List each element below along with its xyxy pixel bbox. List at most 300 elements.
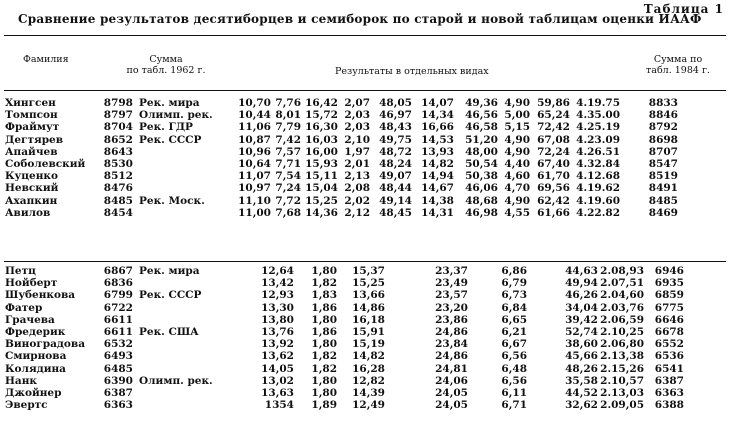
event-result: 4.19.62 xyxy=(576,182,620,195)
table-row xyxy=(0,338,684,350)
event-result: 6,84 xyxy=(501,301,527,314)
event-result: 2,08 xyxy=(344,182,370,195)
header-sum-1984 xyxy=(640,54,716,76)
sum-1984: 8519 xyxy=(648,170,678,183)
sum-1962: 6611 xyxy=(103,326,133,339)
table-row xyxy=(0,302,684,314)
sum-1962: 6390 xyxy=(103,374,133,387)
athlete-name: Фредерик xyxy=(5,326,66,339)
header-sum-1984-line1: Сумма по xyxy=(653,54,703,65)
event-result: 1,82 xyxy=(311,350,337,363)
event-result: 48,44 xyxy=(379,182,412,195)
event-result: 49,94 xyxy=(565,277,598,290)
event-result: 46,56 xyxy=(465,109,498,122)
header-sum-1962 xyxy=(118,54,214,76)
sum-1984: 6541 xyxy=(654,362,684,375)
event-result: 14,67 xyxy=(421,182,454,195)
event-result: 13,63 xyxy=(261,387,294,400)
table-row xyxy=(0,146,718,158)
event-result: 2.03,76 xyxy=(600,301,644,314)
event-result: 16,42 xyxy=(305,97,338,109)
header-events: Результаты в отдельных видах xyxy=(335,66,489,77)
event-result: 15,25 xyxy=(305,194,338,207)
sum-1962: 8652 xyxy=(103,133,133,146)
sum-1962: 8485 xyxy=(103,194,133,207)
sum-1984: 8833 xyxy=(648,97,678,109)
event-result: 23,20 xyxy=(435,301,468,314)
sum-1984: 6646 xyxy=(654,313,684,326)
sum-1962: 6485 xyxy=(103,362,133,375)
event-result: 4,90 xyxy=(504,194,530,207)
event-result: 49,14 xyxy=(379,194,412,207)
event-result: 16,66 xyxy=(421,121,454,134)
sum-1984: 6552 xyxy=(654,338,684,351)
event-result: 13,62 xyxy=(261,350,294,363)
table-row xyxy=(0,158,718,170)
table-number: Таблица 1 xyxy=(643,2,724,16)
event-result: 16,30 xyxy=(305,121,338,134)
event-result: 7,54 xyxy=(275,170,301,183)
event-result: 4,90 xyxy=(504,133,530,146)
record-note xyxy=(133,302,251,314)
table-row xyxy=(0,121,718,133)
event-result: 13,42 xyxy=(261,277,294,290)
event-result: 23,86 xyxy=(435,313,468,326)
record-note: Рек. СССР xyxy=(139,289,202,302)
table-row xyxy=(0,195,718,207)
event-result: 4,90 xyxy=(504,97,530,109)
event-result: 2,10 xyxy=(344,133,370,146)
sum-1962: 6836 xyxy=(103,277,133,290)
sum-1984: 6946 xyxy=(654,265,684,277)
event-result: 1,86 xyxy=(311,301,337,314)
table-row xyxy=(0,265,684,277)
rule-middle xyxy=(4,261,726,262)
event-result: 1,82 xyxy=(311,277,337,290)
sum-1962: 6722 xyxy=(103,301,133,314)
athlete-name: Куценко xyxy=(5,170,58,183)
table-row xyxy=(0,97,718,109)
event-result: 13,80 xyxy=(261,313,294,326)
event-result: 14,82 xyxy=(352,350,385,363)
sum-1984: 8846 xyxy=(648,109,678,122)
event-result: 49,75 xyxy=(379,133,412,146)
event-result: 38,60 xyxy=(565,338,598,351)
table-row xyxy=(0,289,684,301)
event-result: 23,84 xyxy=(435,338,468,351)
event-result: 2.06,80 xyxy=(600,338,644,351)
athlete-name: Грачева xyxy=(5,313,55,326)
event-result: 12,49 xyxy=(352,399,385,412)
event-result: 69,56 xyxy=(537,182,570,195)
table-row xyxy=(0,314,684,326)
sum-1984: 6363 xyxy=(654,387,684,400)
event-result: 23,57 xyxy=(435,289,468,302)
table-row xyxy=(0,326,684,338)
event-result: 2.15,26 xyxy=(600,362,644,375)
event-result: 10,44 xyxy=(238,109,271,122)
table-row xyxy=(0,109,718,121)
event-result: 6,86 xyxy=(501,265,527,277)
event-result: 7,57 xyxy=(275,145,301,158)
sum-1962: 8512 xyxy=(103,170,133,183)
record-note xyxy=(133,399,251,411)
event-result: 2,02 xyxy=(344,194,370,207)
sum-1962: 8798 xyxy=(103,97,133,109)
event-result: 48,45 xyxy=(379,206,412,219)
event-result: 2.07,51 xyxy=(600,277,644,290)
athlete-name: Нанк xyxy=(5,374,37,387)
event-result: 14,34 xyxy=(421,109,454,122)
athlete-name: Фатер xyxy=(5,301,43,314)
event-result: 4.22.82 xyxy=(576,206,620,219)
record-note xyxy=(133,277,251,289)
sum-1984: 8547 xyxy=(648,158,678,171)
athlete-name: Томпсон xyxy=(5,109,58,122)
event-result: 72,24 xyxy=(537,145,570,158)
rule-top xyxy=(4,35,726,36)
event-result: 6,11 xyxy=(501,387,527,400)
athlete-name: Виноградова xyxy=(5,338,86,351)
event-result: 1,80 xyxy=(311,374,337,387)
record-note xyxy=(133,182,229,194)
athlete-name: Апайчев xyxy=(5,145,58,158)
event-result: 24,05 xyxy=(435,387,468,400)
event-result: 4.19.75 xyxy=(576,97,620,109)
event-result: 6,56 xyxy=(501,374,527,387)
sum-1962: 8704 xyxy=(103,121,133,134)
event-result: 1354 xyxy=(264,399,294,412)
event-result: 6,79 xyxy=(501,277,527,290)
event-result: 50,38 xyxy=(465,170,498,183)
event-result: 7,42 xyxy=(275,133,301,146)
event-result: 46,98 xyxy=(465,206,498,219)
event-result: 1,86 xyxy=(311,326,337,339)
event-result: 15,25 xyxy=(352,277,385,290)
event-result: 4.25.19 xyxy=(576,121,620,134)
athlete-name: Джойнер xyxy=(5,387,62,400)
event-result: 1,97 xyxy=(344,145,370,158)
event-result: 24,81 xyxy=(435,362,468,375)
table-row xyxy=(0,207,718,219)
event-result: 16,28 xyxy=(352,362,385,375)
event-result: 14,31 xyxy=(421,206,454,219)
sum-1984: 8707 xyxy=(648,145,678,158)
event-result: 10,96 xyxy=(238,145,271,158)
event-result: 15,93 xyxy=(305,158,338,171)
sum-1962: 8797 xyxy=(103,109,133,122)
event-result: 2,03 xyxy=(344,109,370,122)
event-result: 1,82 xyxy=(311,362,337,375)
rule-header xyxy=(4,90,726,91)
event-result: 7,24 xyxy=(275,182,301,195)
event-result: 2.10,25 xyxy=(600,326,644,339)
event-result: 4,40 xyxy=(504,158,530,171)
event-result: 46,06 xyxy=(465,182,498,195)
event-result: 67,08 xyxy=(537,133,570,146)
event-result: 39,42 xyxy=(565,313,598,326)
record-note: Олимп. рек. xyxy=(139,109,213,122)
event-result: 4.32.84 xyxy=(576,158,620,171)
event-result: 11,10 xyxy=(238,194,271,207)
athlete-name: Эвертс xyxy=(5,399,48,412)
event-result: 7,71 xyxy=(275,158,301,171)
event-result: 15,72 xyxy=(305,109,338,122)
event-result: 45,66 xyxy=(565,350,598,363)
header-sum-1984-line2: табл. 1984 г. xyxy=(646,65,710,76)
sum-1984: 8792 xyxy=(648,121,678,134)
event-result: 2.09,05 xyxy=(600,399,644,412)
sum-1962: 6532 xyxy=(103,338,133,351)
event-result: 16,00 xyxy=(305,145,338,158)
record-note: Рек. Моск. xyxy=(139,194,205,207)
sum-1962: 8476 xyxy=(103,182,133,195)
sum-1962: 6611 xyxy=(103,313,133,326)
event-result: 52,74 xyxy=(565,326,598,339)
record-note xyxy=(133,146,229,158)
table-row xyxy=(0,170,718,182)
event-result: 48,43 xyxy=(379,121,412,134)
event-result: 46,58 xyxy=(465,121,498,134)
event-result: 1,80 xyxy=(311,338,337,351)
event-result: 48,72 xyxy=(379,145,412,158)
record-note: Рек. США xyxy=(139,326,199,339)
record-note: Рек. СССР xyxy=(139,133,202,146)
event-result: 15,11 xyxy=(305,170,338,183)
event-result: 11,06 xyxy=(238,121,271,134)
table-title: Сравнение результатов десятиборцев и семиборок по старой и новой таблицам оценки ИААФ xyxy=(18,12,702,26)
heptathlon-table xyxy=(0,265,684,411)
event-result: 13,93 xyxy=(421,145,454,158)
event-result: 14,38 xyxy=(421,194,454,207)
event-result: 48,00 xyxy=(465,145,498,158)
event-result: 4.26.51 xyxy=(576,145,620,158)
athlete-name: Смирнова xyxy=(5,350,67,363)
event-result: 14,36 xyxy=(305,206,338,219)
event-result: 5,00 xyxy=(504,109,530,122)
event-result: 7,68 xyxy=(275,206,301,219)
event-result: 13,02 xyxy=(261,374,294,387)
event-result: 24,86 xyxy=(435,326,468,339)
event-result: 11,00 xyxy=(238,206,271,219)
event-result: 48,05 xyxy=(379,97,412,109)
event-result: 13,76 xyxy=(261,326,294,339)
event-result: 50,54 xyxy=(465,158,498,171)
event-result: 14,86 xyxy=(352,301,385,314)
record-note: Рек. мира xyxy=(139,265,200,277)
event-result: 10,97 xyxy=(238,182,271,195)
header-sum-1962-line1: Сумма xyxy=(149,54,183,65)
athlete-name: Соболевский xyxy=(5,158,86,171)
event-result: 4.19.60 xyxy=(576,194,620,207)
event-result: 4,90 xyxy=(504,145,530,158)
event-result: 2.10,57 xyxy=(600,374,644,387)
table-row xyxy=(0,277,684,289)
event-result: 44,52 xyxy=(565,387,598,400)
sum-1984: 6859 xyxy=(654,289,684,302)
athlete-name: Шубенкова xyxy=(5,289,76,302)
event-result: 23,37 xyxy=(435,265,468,277)
event-result: 4,70 xyxy=(504,182,530,195)
sum-1984: 6388 xyxy=(654,399,684,412)
event-result: 48,68 xyxy=(465,194,498,207)
event-result: 7,72 xyxy=(275,194,301,207)
table-row xyxy=(0,350,684,362)
record-note xyxy=(133,158,229,170)
sum-1984: 8485 xyxy=(648,194,678,207)
event-result: 14,05 xyxy=(261,362,294,375)
table-row xyxy=(0,399,684,411)
athlete-name: Дегтярев xyxy=(5,133,64,146)
event-result: 6,71 xyxy=(501,399,527,412)
sum-1962: 8454 xyxy=(103,206,133,219)
event-result: 6,56 xyxy=(501,350,527,363)
table-row xyxy=(0,387,684,399)
event-result: 15,37 xyxy=(352,265,385,277)
event-result: 72,42 xyxy=(537,121,570,134)
athlete-name: Невский xyxy=(5,182,59,195)
event-result: 4,60 xyxy=(504,170,530,183)
sum-1984: 8491 xyxy=(648,182,678,195)
event-result: 6,21 xyxy=(501,326,527,339)
event-result: 48,26 xyxy=(565,362,598,375)
event-result: 16,03 xyxy=(305,133,338,146)
event-result: 1,80 xyxy=(311,265,337,277)
record-note xyxy=(133,350,251,362)
sum-1962: 8530 xyxy=(103,158,133,171)
event-result: 24,86 xyxy=(435,350,468,363)
event-result: 2,01 xyxy=(344,158,370,171)
event-result: 46,97 xyxy=(379,109,412,122)
record-note: Рек. мира xyxy=(139,97,200,109)
event-result: 14,82 xyxy=(421,158,454,171)
event-result: 7,79 xyxy=(275,121,301,134)
event-result: 1,80 xyxy=(311,387,337,400)
event-result: 48,24 xyxy=(379,158,412,171)
event-result: 5,15 xyxy=(504,121,530,134)
event-result: 2,03 xyxy=(344,121,370,134)
sum-1984: 8698 xyxy=(648,133,678,146)
event-result: 10,70 xyxy=(238,97,271,109)
event-result: 15,04 xyxy=(305,182,338,195)
sum-1962: 6867 xyxy=(103,265,133,277)
event-result: 12,93 xyxy=(261,289,294,302)
table-row xyxy=(0,134,718,146)
sum-1984: 6775 xyxy=(654,301,684,314)
athlete-name: Ахапкин xyxy=(5,194,58,207)
sum-1962: 6493 xyxy=(103,350,133,363)
event-result: 44,63 xyxy=(565,265,598,277)
event-result: 4,55 xyxy=(504,206,530,219)
event-result: 65,24 xyxy=(537,109,570,122)
record-note xyxy=(133,207,229,219)
sum-1984: 8469 xyxy=(648,206,678,219)
event-result: 16,18 xyxy=(352,313,385,326)
event-result: 2.06,59 xyxy=(600,313,644,326)
record-note xyxy=(133,387,251,399)
athlete-name: Колядина xyxy=(5,362,66,375)
athlete-name: Нойберт xyxy=(5,277,58,290)
event-result: 1,80 xyxy=(311,313,337,326)
athlete-name: Петц xyxy=(5,265,36,277)
event-result: 49,36 xyxy=(465,97,498,109)
table-row xyxy=(0,375,684,387)
event-result: 14,39 xyxy=(352,387,385,400)
sum-1962: 6799 xyxy=(103,289,133,302)
table-row xyxy=(0,363,684,375)
athlete-name: Хингсен xyxy=(5,97,56,109)
event-result: 34,04 xyxy=(565,301,598,314)
event-result: 2.13,03 xyxy=(600,387,644,400)
record-note xyxy=(133,338,251,350)
event-result: 12,64 xyxy=(261,265,294,277)
event-result: 4.12.68 xyxy=(576,170,620,183)
table-row xyxy=(0,182,718,194)
event-result: 2.08,93 xyxy=(600,265,644,277)
event-result: 15,91 xyxy=(352,326,385,339)
event-result: 2,13 xyxy=(344,170,370,183)
event-result: 32,62 xyxy=(565,399,598,412)
athlete-name: Авилов xyxy=(5,206,51,219)
event-result: 49,07 xyxy=(379,170,412,183)
event-result: 2.13,38 xyxy=(600,350,644,363)
event-result: 4.23.09 xyxy=(576,133,620,146)
event-result: 59,86 xyxy=(537,97,570,109)
event-result: 13,66 xyxy=(352,289,385,302)
event-result: 13,92 xyxy=(261,338,294,351)
record-note xyxy=(133,363,251,375)
record-note xyxy=(133,314,251,326)
sum-1962: 6387 xyxy=(103,387,133,400)
sum-1984: 6536 xyxy=(654,350,684,363)
event-result: 24,06 xyxy=(435,374,468,387)
event-result: 14,53 xyxy=(421,133,454,146)
event-result: 2,12 xyxy=(344,206,370,219)
event-result: 15,19 xyxy=(352,338,385,351)
event-result: 10,64 xyxy=(238,158,271,171)
event-result: 2,07 xyxy=(344,97,370,109)
event-result: 12,82 xyxy=(352,374,385,387)
event-result: 14,94 xyxy=(421,170,454,183)
record-note: Олимп. рек. xyxy=(139,374,213,387)
sum-1984: 6935 xyxy=(654,277,684,290)
athlete-name: Фраймут xyxy=(5,121,60,134)
event-result: 11,07 xyxy=(238,170,271,183)
event-result: 13,30 xyxy=(261,301,294,314)
sum-1962: 8643 xyxy=(103,145,133,158)
event-result: 6,65 xyxy=(501,313,527,326)
decathlon-table xyxy=(0,97,718,219)
header-name: Фамилия xyxy=(23,54,69,65)
event-result: 8,01 xyxy=(275,109,301,122)
event-result: 61,66 xyxy=(537,206,570,219)
event-result: 1,89 xyxy=(311,399,337,412)
event-result: 1,83 xyxy=(311,289,337,302)
sum-1984: 6387 xyxy=(654,374,684,387)
event-result: 10,87 xyxy=(238,133,271,146)
event-result: 51,20 xyxy=(465,133,498,146)
event-result: 6,67 xyxy=(501,338,527,351)
record-note xyxy=(133,170,229,182)
header-sum-1962-line2: по табл. 1962 г. xyxy=(126,65,206,76)
event-result: 2.04,60 xyxy=(600,289,644,302)
sum-1984: 6678 xyxy=(654,326,684,339)
event-result: 6,73 xyxy=(501,289,527,302)
event-result: 24,05 xyxy=(435,399,468,412)
event-result: 14,07 xyxy=(421,97,454,109)
event-result: 46,26 xyxy=(565,289,598,302)
event-result: 35,58 xyxy=(565,374,598,387)
